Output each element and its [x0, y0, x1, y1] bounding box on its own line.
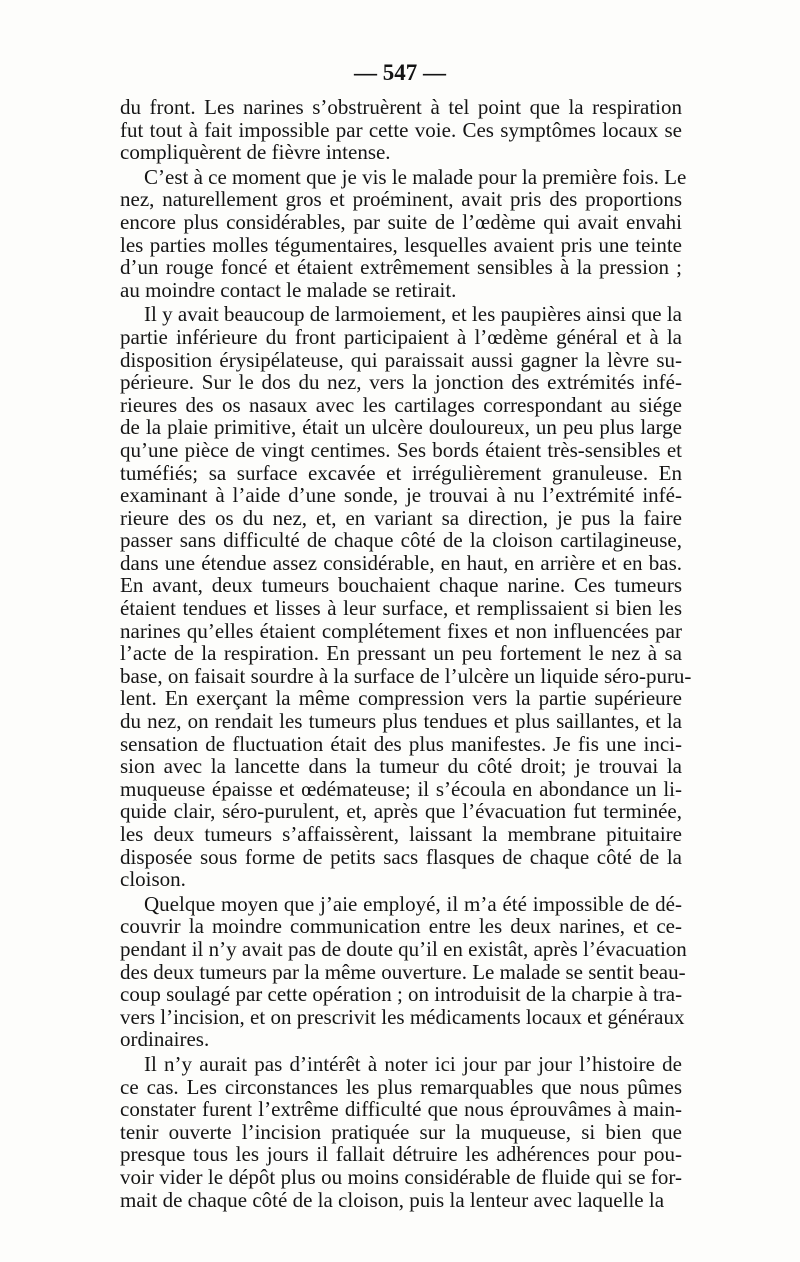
page-number: — 547 — — [354, 60, 446, 85]
text-line: lent. En exerçant la même compression vers la partie supérieure — [120, 686, 682, 711]
text-line: nez, naturellement gros et proéminent, avait pris des proportions — [120, 187, 682, 212]
text-line: Il n’y aurait pas d’intérêt à noter ici jour par jour l’histoire de — [144, 1051, 682, 1076]
text-line: du nez, on rendait les tumeurs plus tendues et plus saillantes, et la — [120, 709, 682, 734]
text-line: les parties molles tégumentaires, lesquelles avaient pris une teinte — [120, 232, 682, 257]
text-line: de la plaie primitive, était un ulcère douloureux, un peu plus large — [120, 415, 682, 440]
text-line: En avant, deux tumeurs bouchaient chaque narine. Ces tumeurs — [120, 573, 682, 598]
text-line: presque tous les jours il fallait détruire les adhérences pour pou- — [120, 1142, 682, 1167]
text-line: ordinaires. — [120, 1027, 210, 1052]
text-line: partie inférieure du front participaient à l’œdème général et à la — [120, 324, 682, 349]
text-line: Il y avait beaucoup de larmoiement, et les paupières ainsi que la — [144, 302, 682, 327]
text-line: tenir ouverte l’incision pratiquée sur la muqueuse, si bien que — [120, 1119, 682, 1144]
body-text — [120, 95, 692, 1212]
text-line: sion avec la lancette dans la tumeur du côté droit; je trouvai la — [120, 754, 682, 779]
text-line: Quelque moyen que j’aie employé, il m’a été impossible de dé- — [144, 891, 682, 916]
paragraph — [120, 891, 687, 1052]
paragraph — [120, 96, 682, 164]
text-line: vers l’incision, et on prescrivit les médicaments locaux et généraux — [120, 1004, 685, 1029]
text-line: les deux tumeurs s’affaissèrent, laissant la membrane pituitaire — [120, 822, 682, 846]
text-line: cloison. — [120, 867, 186, 892]
text-line: compliquèrent de fièvre intense. — [120, 140, 391, 165]
text-line: d’un rouge foncé et étaient extrêmement sensibles à la pression ; — [120, 255, 682, 280]
text-line: l’acte de la respiration. En pressant un peu fortement le nez à sa — [120, 641, 682, 666]
text-line: dans une étendue assez considérable, en haut, en arrière et en bas. — [120, 550, 682, 575]
text-line: disposition érysipélateuse, qui paraissait aussi gagner la lèvre su- — [120, 347, 682, 372]
text-line: du front. Les narines s’obstruèrent à tel point que la respiration — [120, 95, 682, 119]
paragraph — [120, 1051, 682, 1211]
paragraph — [120, 164, 687, 302]
text-line: base, on faisait sourdre à la surface de l’ulcère un liquide séro-puru- — [120, 663, 692, 688]
text-line: rieures des os nasaux avec les cartilages correspondant au siége — [120, 392, 682, 417]
text-line: ce cas. Les circonstances les plus remarquables que nous pûmes — [120, 1074, 682, 1099]
text-line: disposée sous forme de petits sacs flasques de chaque côté de la — [120, 844, 682, 869]
text-line: mait de chaque côté de la cloison, puis la lenteur avec laquelle la — [120, 1187, 665, 1212]
text-line: périeure. Sur le dos du nez, vers la jonction des extrémités infé- — [120, 370, 682, 395]
text-line: coup soulagé par cette opération ; on introduisit de la charpie à tra- — [120, 982, 683, 1007]
text-line: encore plus considérables, par suite de l’œdème qui avait envahi — [120, 209, 682, 234]
text-line: couvrir la moindre communication entre les deux narines, et ce- — [120, 914, 682, 939]
text-line: muqueuse épaisse et œdémateuse; il s’écoula en abondance un li- — [120, 776, 682, 801]
text-line: étaient tendues et lisses à leur surface, et remplissaient si bien les — [120, 596, 682, 621]
text-line: tuméfiés; sa surface excavée et irrégulièrement granuleuse. En — [120, 460, 682, 485]
text-line: narines qu’elles étaient complétement fixes et non influencées par — [120, 618, 682, 643]
text-line: qu’une pièce de vingt centimes. Ses bords étaient très-sensibles et — [120, 437, 682, 462]
text-line: passer sans difficulté de chaque côté de la cloison cartilagineuse, — [120, 528, 682, 553]
text-line: voir vider le dépôt plus ou moins considérable de fluide qui se for- — [120, 1164, 682, 1189]
paragraph — [120, 301, 692, 892]
text-line: fut tout à fait impossible par cette voie. Ces symptômes locaux se — [120, 117, 682, 142]
text-line: rieure des os du nez, et, en variant sa direction, je pus la faire — [120, 505, 682, 530]
text-line: des deux tumeurs par la même ouverture. Le malade se sentit beau- — [120, 959, 686, 984]
text-line: quide clair, séro-purulent, et, après que l’évacuation fut terminée, — [120, 799, 682, 824]
text-line: constater furent l’extrême difficulté que nous éprouvâmes à main- — [120, 1097, 682, 1122]
text-line: pendant il n’y avait pas de doute qu’il en existât, après l’évacuation — [120, 936, 687, 961]
text-line: au moindre contact le malade se retirait. — [120, 277, 457, 302]
text-line: examinant à l’aide d’une sonde, je trouvai à nu l’extrémité infé- — [120, 483, 682, 508]
text-line: C’est à ce moment que je vis le malade pour la première fois. Le — [144, 164, 687, 189]
text-line: sensation de fluctuation était des plus manifestes. Je fis une inci- — [120, 731, 682, 756]
